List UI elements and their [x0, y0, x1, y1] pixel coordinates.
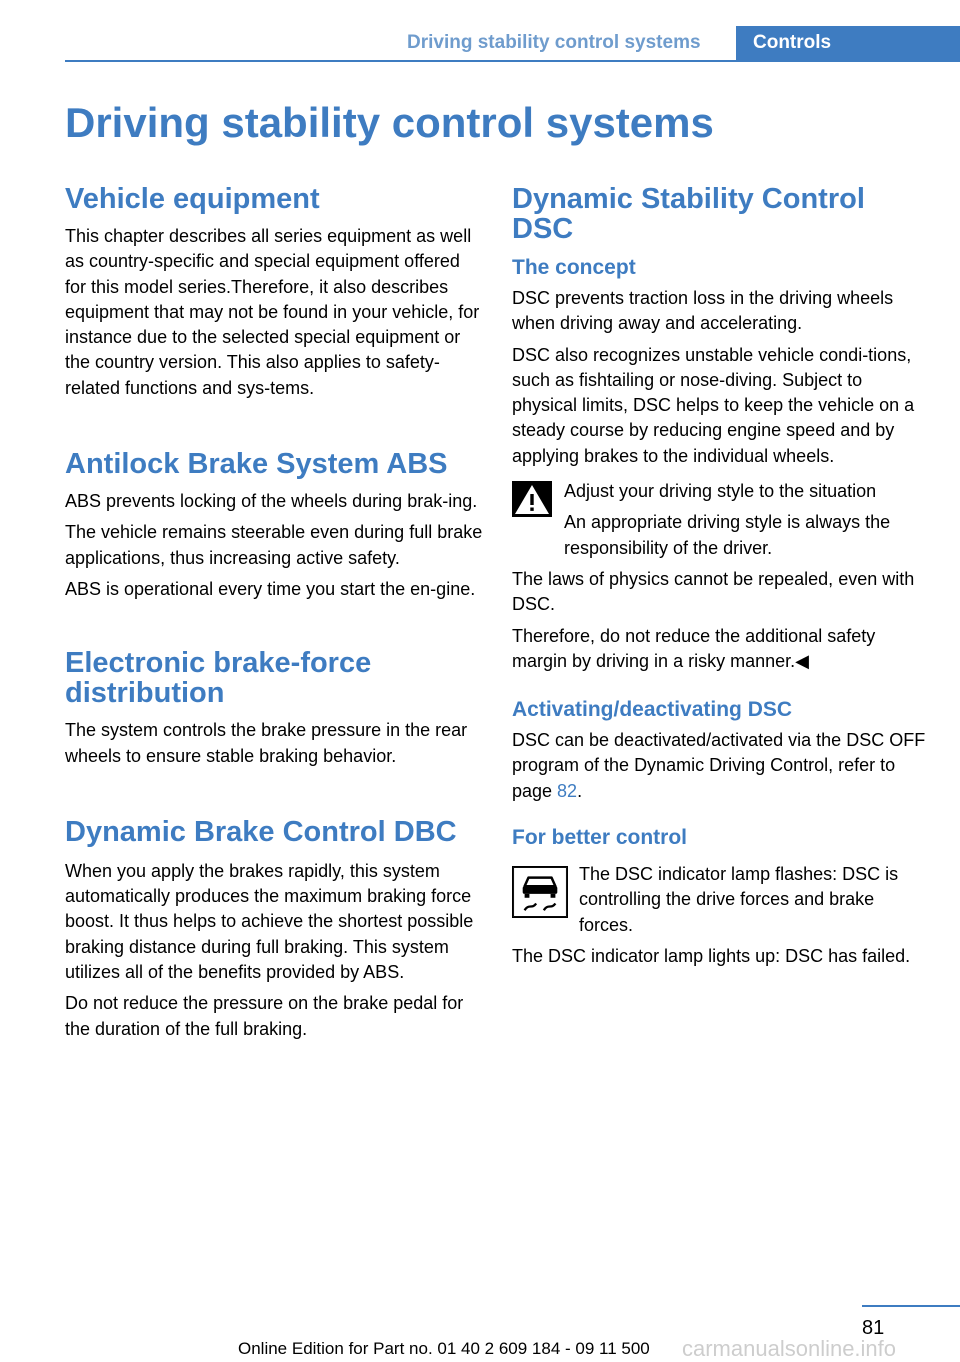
header-rule [65, 60, 736, 62]
indicator-lamp-block [512, 862, 930, 938]
vehicle-equipment-heading: Vehicle equipment [65, 183, 320, 215]
concept-text-1: DSC prevents traction loss in the driving wheels when driving away and accelerating. [512, 288, 894, 334]
page-number: 81 [862, 1317, 885, 1339]
watermark: carmanualsonline.info [682, 1336, 897, 1361]
vehicle-equipment-text: This chapter describes all series equipment as well as country-specific and special equipment offered for this model series.Therefore, it also describes equipment that may not be found in your vehicle, for instance due to the selected special equipment or the country version. This also applies to safety-related functions and sys-tems. [65, 226, 480, 398]
dbc-text-1: When you apply the brakes rapidly, this system automatically produces the maximum braking force boost. It thus helps to achieve the shortest possible braking distance during full braking. This system utilizes all of the benefits provided by ABS. [65, 860, 474, 983]
activating-heading: Activating/deactivating DSC [512, 698, 793, 722]
abs-heading: Antilock Brake System ABS [65, 448, 448, 481]
warning-title: Adjust your driving style to the situation [564, 481, 877, 502]
better-control-heading: For better control [512, 826, 688, 850]
activating-text [512, 728, 930, 804]
footer-rule [862, 1305, 960, 1307]
dbc-heading: Dynamic Brake Control DBC [65, 815, 457, 848]
warning-block [512, 479, 930, 561]
header-section-title: Driving stability control systems [407, 32, 701, 53]
right-column [512, 184, 930, 969]
warning-text-3: Therefore, do not reduce the additional safety margin by driving in a risky manner.◀ [512, 625, 876, 671]
dbc-text-2: Do not reduce the pressure on the brake pedal for the duration of the full braking. [65, 993, 464, 1039]
abs-text-3: ABS is operational every time you start the en-gine. [65, 578, 476, 599]
concept-heading: The concept [512, 256, 636, 279]
header-chapter-tab[interactable]: Controls [736, 26, 960, 62]
warning-text-2: The laws of physics cannot be repealed, even with DSC. [512, 568, 915, 615]
lamp-flash-text: The DSC indicator lamp flashes: DSC is controlling the drive forces and brake forces. [579, 864, 899, 935]
activating-text-body: DSC can be deactivated/activated via the DSC OFF program of the Dynamic Driving Control, refer to page [512, 730, 926, 801]
lamp-lit-text: The DSC indicator lamp lights up: DSC has failed. [512, 945, 911, 966]
ebd-text: The system controls the brake pressure in the rear wheels to ensure stable braking behavior. [65, 720, 468, 766]
dsc-heading: Dynamic Stability Control DSC [512, 183, 865, 245]
abs-text-2: The vehicle remains steerable even during full brake applications, thus increasing active safety. [65, 522, 483, 568]
concept-text-2: DSC also recognizes unstable vehicle condi-tions, such as fishtailing or nose-diving. Subject to physical limits, DSC helps to keep the vehicle on a steady course by reducing engine speed and by applying brakes to the individual wheels. [512, 344, 915, 466]
page-ref-link[interactable]: 82 [557, 780, 578, 801]
left-column [65, 184, 483, 1042]
dsc-indicator-lamp-icon [512, 866, 568, 918]
warning-text-1: An appropriate driving style is always the responsibility of the driver. [564, 512, 891, 558]
abs-text-1: ABS prevents locking of the wheels during brak-ing. [65, 491, 478, 512]
page-title: Driving stability control systems [65, 99, 714, 146]
warning-triangle-icon [512, 481, 552, 517]
activating-text-end: . [577, 780, 583, 801]
ebd-heading: Electronic brake-force distribution [65, 647, 372, 710]
edition-footer: Online Edition for Part no. 01 40 2 609 184 - 09 11 500 [238, 1339, 650, 1358]
